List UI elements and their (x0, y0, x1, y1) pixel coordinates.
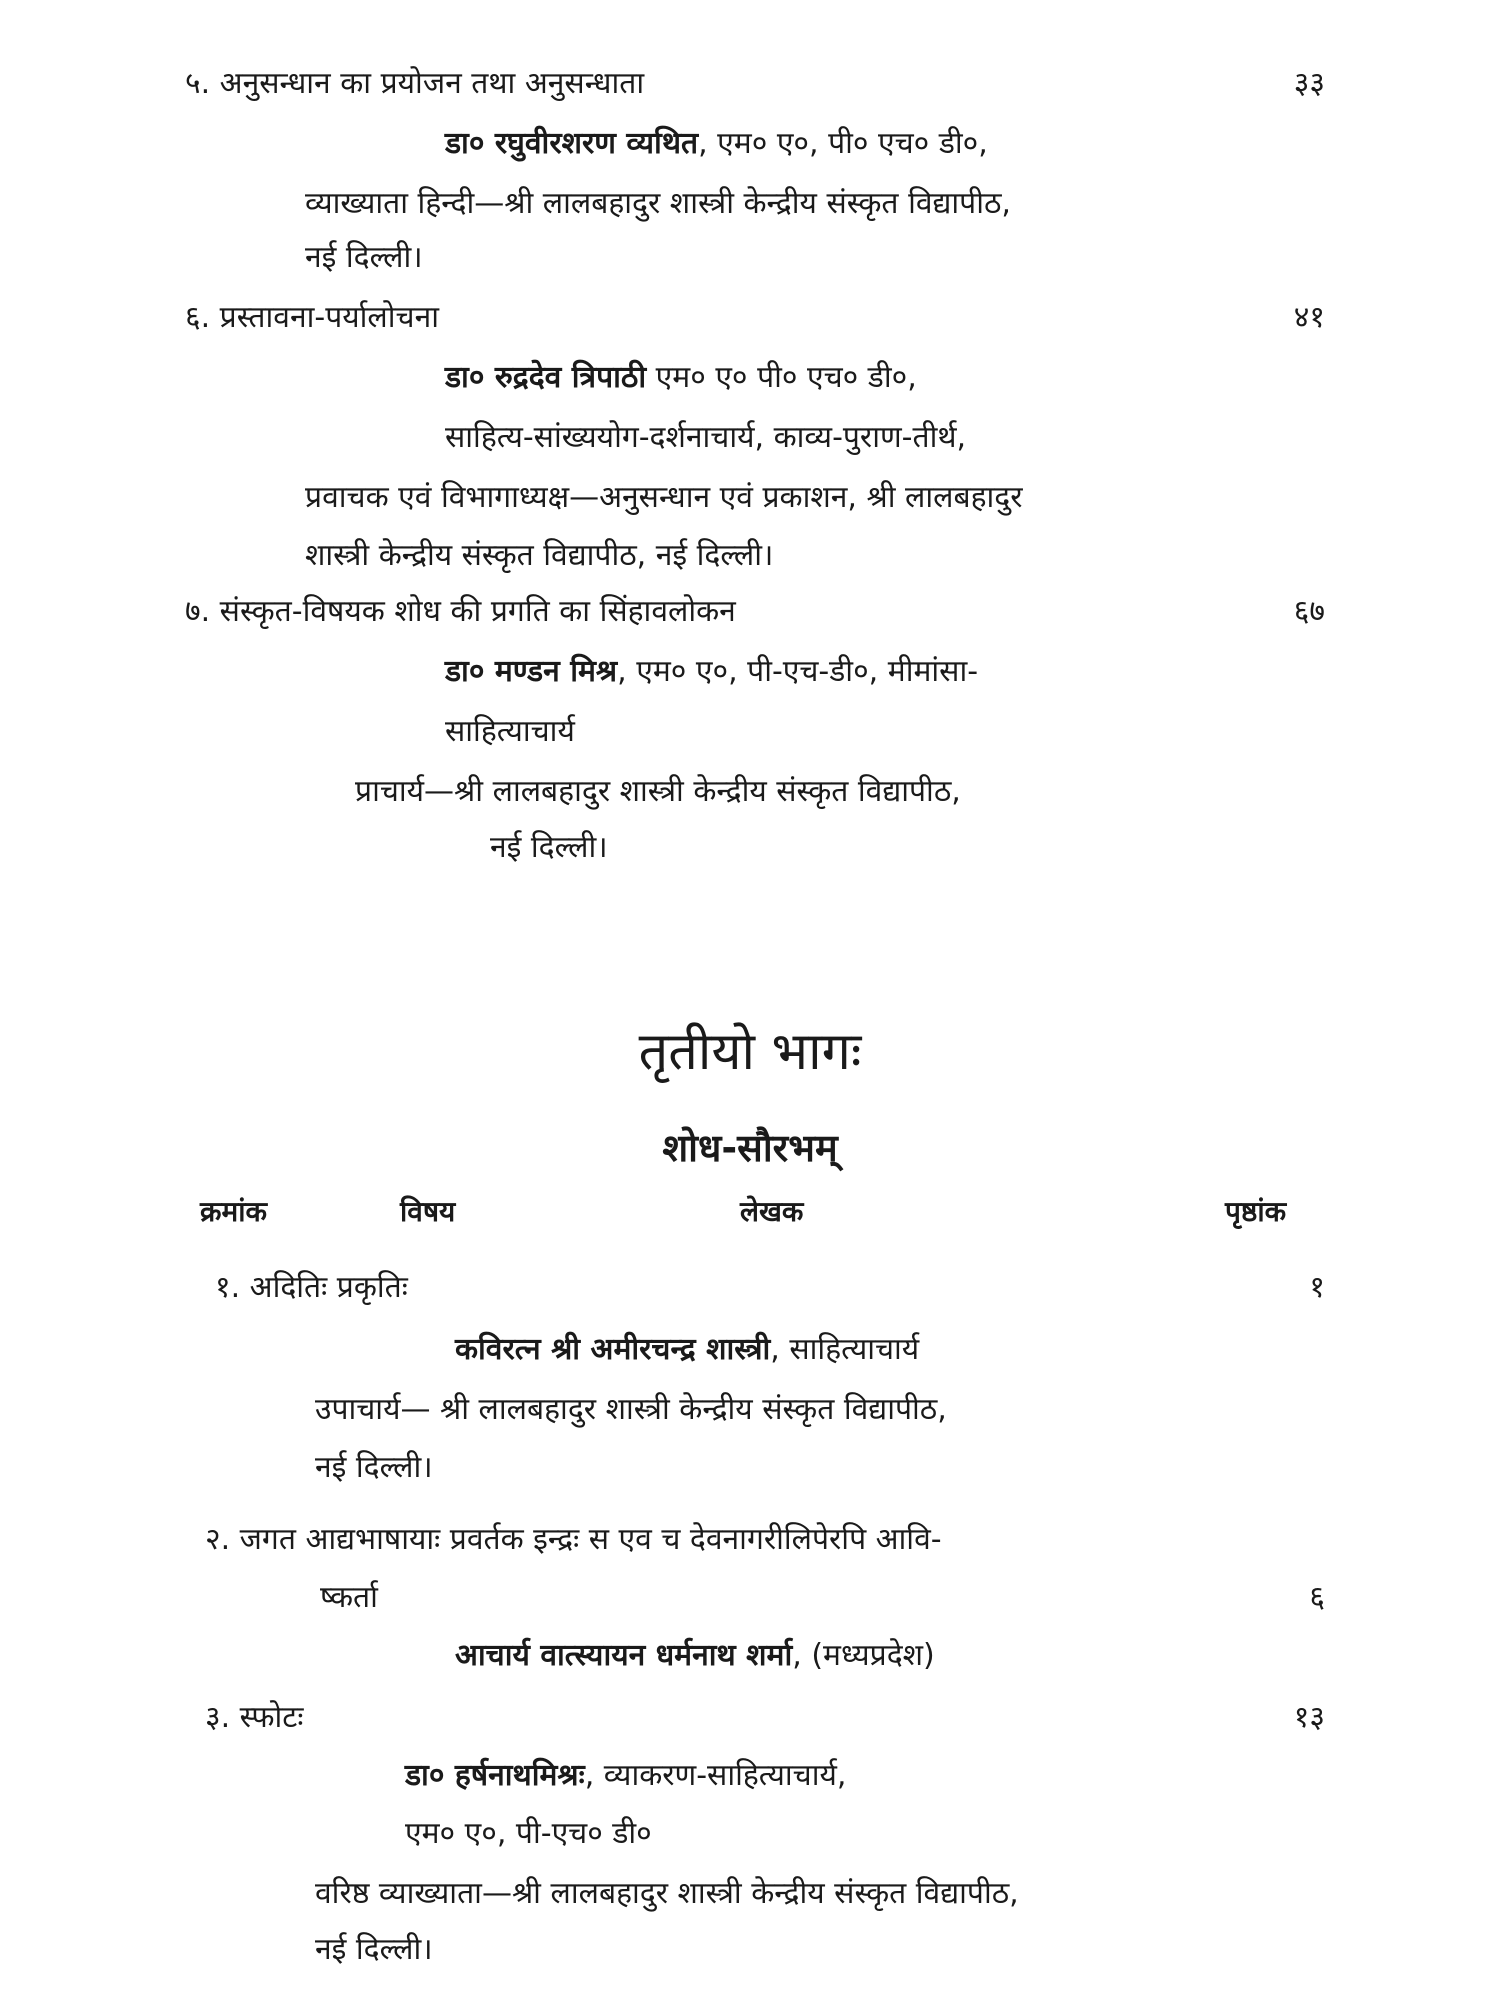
affiliation-line: शास्त्री केन्द्रीय संस्कृत विद्यापीठ, नई दिल्ली। (305, 538, 774, 573)
entry-title: ५. अनुसन्धान का प्रयोजन तथा अनुसन्धाता (185, 66, 645, 101)
page-number: ३३ (1293, 66, 1325, 101)
affiliation-line: प्राचार्य—श्री लालबहादुर शास्त्री केन्द्रीय संस्कृत विद्यापीठ, (355, 774, 961, 809)
affiliation-line: प्रवाचक एवं विभागाध्यक्ष—अनुसन्धान एवं प्रकाशन, श्री लालबहादुर (305, 480, 1023, 515)
page-number: ४१ (1293, 300, 1325, 335)
author-quals: एम० ए० पी० एच० डी०, (646, 360, 917, 395)
affiliation-line: नई दिल्ली। (315, 1450, 433, 1485)
affiliation-line: उपाचार्य— श्री लालबहादुर शास्त्री केन्द्रीय संस्कृत विद्यापीठ, (315, 1392, 947, 1427)
entry-title: ७. संस्कृत-विषयक शोध की प्रगति का सिंहावलोकन (185, 594, 736, 629)
author-name: डा० मण्डन मिश्र (445, 654, 618, 689)
entry-title: ३. स्फोटः (205, 1700, 304, 1735)
affiliation-line: नई दिल्ली। (305, 240, 423, 275)
section-subheading: शोध-सौरभम् (662, 1126, 838, 1170)
entry-title: १. अदितिः प्रकृतिः (215, 1270, 408, 1305)
page-number: ६ (1309, 1580, 1325, 1615)
author-line (445, 652, 978, 692)
section-heading: तृतीयो भागः (638, 1022, 862, 1082)
author-name: डा० रुद्रदेव त्रिपाठी (445, 360, 647, 395)
entry-title: ६. प्रस्तावना-पर्यालोचना (185, 300, 439, 335)
author-name: कविरत्न श्री अमीरचन्द्र शास्त्री (455, 1332, 771, 1367)
qualifications-line: साहित्याचार्य (445, 714, 575, 749)
column-header-serial: क्रमांक (200, 1195, 268, 1228)
affiliation-line: वरिष्ठ व्याख्याता—श्री लालबहादुर शास्त्री केन्द्रीय संस्कृत विद्यापीठ, (315, 1876, 1019, 1911)
qualifications-line: साहित्य-सांख्ययोग-दर्शनाचार्य, काव्य-पुराण-तीर्थ, (445, 420, 967, 455)
author-quals: , साहित्याचार्य (770, 1332, 920, 1367)
author-quals: , एम० ए०, पी-एच-डी०, मीमांसा- (617, 654, 979, 689)
author-line (455, 1330, 919, 1370)
entry-title: २. जगत आद्यभाषायाः प्रवर्तक इन्द्रः स एव च देवनागरीलिपेरपि आवि- (205, 1522, 942, 1557)
author-quals: , एम० ए०, पी० एच० डी०, (698, 126, 988, 161)
affiliation-line: व्याख्याता हिन्दी—श्री लालबहादुर शास्त्री केन्द्रीय संस्कृत विद्यापीठ, (305, 186, 1011, 221)
affiliation-line: नई दिल्ली। (315, 1932, 433, 1967)
author-quals: , व्याकरण-साहित्याचार्य, (584, 1758, 847, 1793)
qualifications-line: एम० ए०, पी-एच० डी० (405, 1816, 652, 1851)
author-quals: , (मध्यप्रदेश) (792, 1638, 935, 1673)
author-name: आचार्य वात्स्यायन धर्मनाथ शर्मा (455, 1638, 793, 1673)
column-header-author: लेखक (740, 1195, 804, 1228)
author-name: डा० रघुवीरशरण व्यथित (445, 126, 699, 161)
entry-title-continued: ष्कर्ता (320, 1580, 378, 1615)
author-line (445, 124, 988, 164)
author-name: डा० हर्षनाथमिश्रः (405, 1758, 585, 1793)
column-header-subject: विषय (400, 1195, 456, 1228)
author-line (405, 1756, 846, 1796)
author-line (445, 358, 917, 398)
page-number: १ (1309, 1270, 1325, 1305)
page-number: ६७ (1293, 594, 1325, 629)
author-line (455, 1636, 935, 1676)
affiliation-line: नई दिल्ली। (490, 830, 608, 865)
column-header-page: पृष्ठांक (1225, 1195, 1287, 1228)
page-number: १३ (1293, 1700, 1325, 1735)
